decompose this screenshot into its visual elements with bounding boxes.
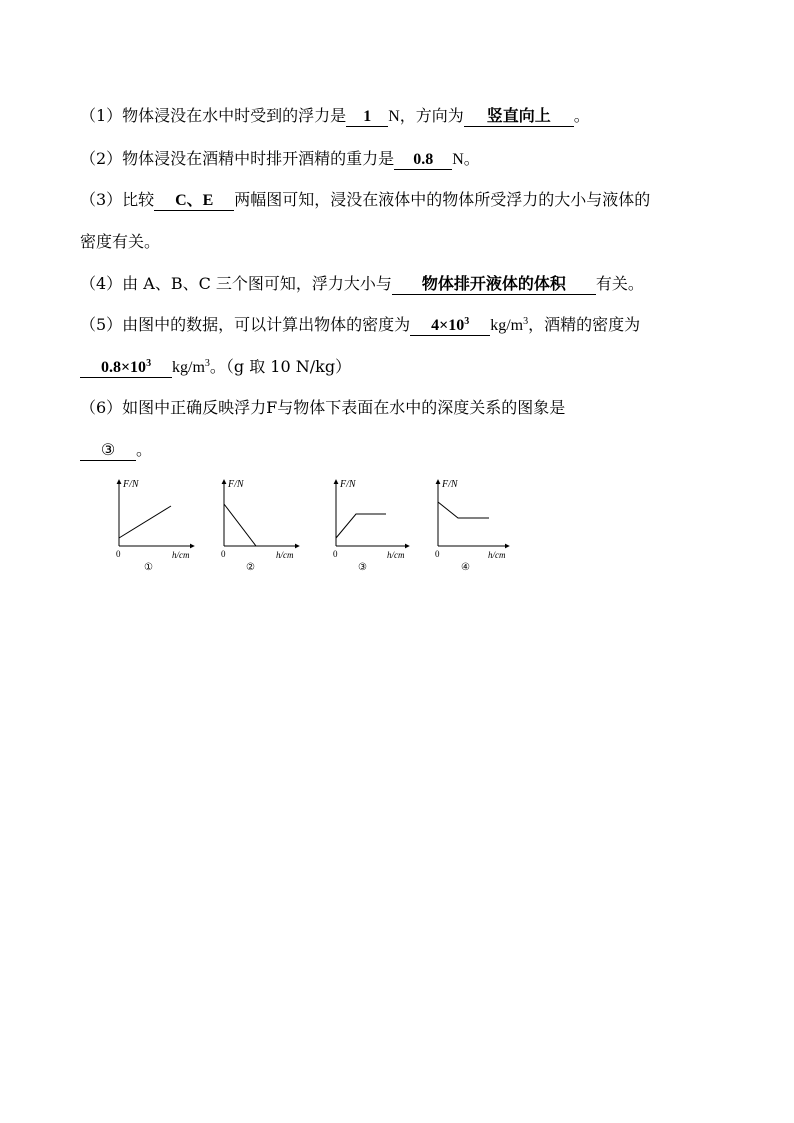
graph-3-caption: ③ [358,562,367,571]
question-5 [80,315,640,336]
graph-1-y-label: F/N [123,479,139,490]
q2-answer: 0.8 [394,151,452,170]
graph-3-curve [336,514,386,538]
question-5-continued [80,357,351,378]
graph-options [104,476,524,571]
graph-2 [221,479,299,571]
q6-end: 。 [136,440,153,459]
q5-answer-alcohol-density [80,359,172,378]
graph-3-x-label: h/cm [387,550,405,560]
question-3-continued [80,232,160,252]
q1-answer-force: 1 [346,108,388,127]
graph-2-caption: ② [246,562,255,571]
graph-1-x-label: h/cm [172,550,190,560]
graph-4-caption: ④ [461,562,470,571]
question-4 [80,274,644,295]
q5-end: 。（g 取 10 N/kg） [209,357,352,376]
graph-1 [116,479,194,571]
q1-mid-text: N，方向为 [388,108,464,125]
q4-end: 有关。 [595,274,644,293]
q2-end: N。 [452,151,480,168]
q1-end: 。 [573,106,590,125]
q5-mid-text: ，酒精的密度为 [528,315,641,334]
q1-answer-direction: 竖直向上 [464,108,574,127]
q5-unit2: kg/m [172,359,205,376]
graph-4-x-label: h/cm [488,550,506,560]
q6-text: （6）如图中正确反映浮力F与物体下表面在水中的深度关系的图象是 [80,398,566,417]
question-6 [80,398,565,418]
graph-2-y-label: F/N [228,479,244,490]
q3-text-after: 两幅图可知，浸没在液体中的物体所受浮力的大小与液体的 [234,190,651,209]
q5-answer2-exponent: 3 [146,358,152,369]
graph-1-origin: 0 [116,549,121,559]
question-1 [80,106,590,127]
graph-4-y-label: F/N [442,479,458,490]
q5-unit1: kg/m [490,317,524,334]
graph-3-origin: 0 [333,549,338,559]
graph-1-caption: ① [144,562,153,571]
graph-1-curve [119,506,171,538]
question-6-continued [80,440,152,461]
q4-answer: 物体排开液体的体积 [392,276,596,295]
question-3 [80,190,650,211]
q1-text: （1）物体浸没在水中时受到的浮力是 [80,106,347,125]
q2-text: （2）物体浸没在酒精中时排开酒精的重力是 [80,149,395,168]
question-2 [80,149,480,170]
graph-4 [435,479,509,571]
graph-3-y-label: F/N [340,479,356,490]
q5-answer2-base: 0.8×10 [100,359,147,376]
q5-answer-object-density [410,317,490,336]
graph-3 [333,479,409,571]
q5-text: （5）由图中的数据，可以计算出物体的密度为 [80,315,411,334]
graph-2-origin: 0 [221,549,226,559]
graph-4-origin: 0 [435,549,440,559]
q3-text: （3）比较 [80,190,155,209]
q3-answer: C、E [154,192,234,211]
graph-2-x-label: h/cm [276,550,294,560]
q5-unit1-exponent: 3 [523,316,529,327]
q5-unit2-exponent: 3 [204,358,210,369]
q6-answer: ③ [80,442,136,461]
q3-continued-text: 密度有关。 [80,232,161,251]
graph-options-svg [104,476,524,571]
q5-answer1-exponent: 3 [464,316,470,327]
q4-text: （4）由 A、B、C 三个图可知，浮力大小与 [80,274,392,293]
q5-answer1-base: 4×10 [431,317,465,334]
graph-4-curve [438,502,489,518]
graph-2-curve [224,504,256,546]
